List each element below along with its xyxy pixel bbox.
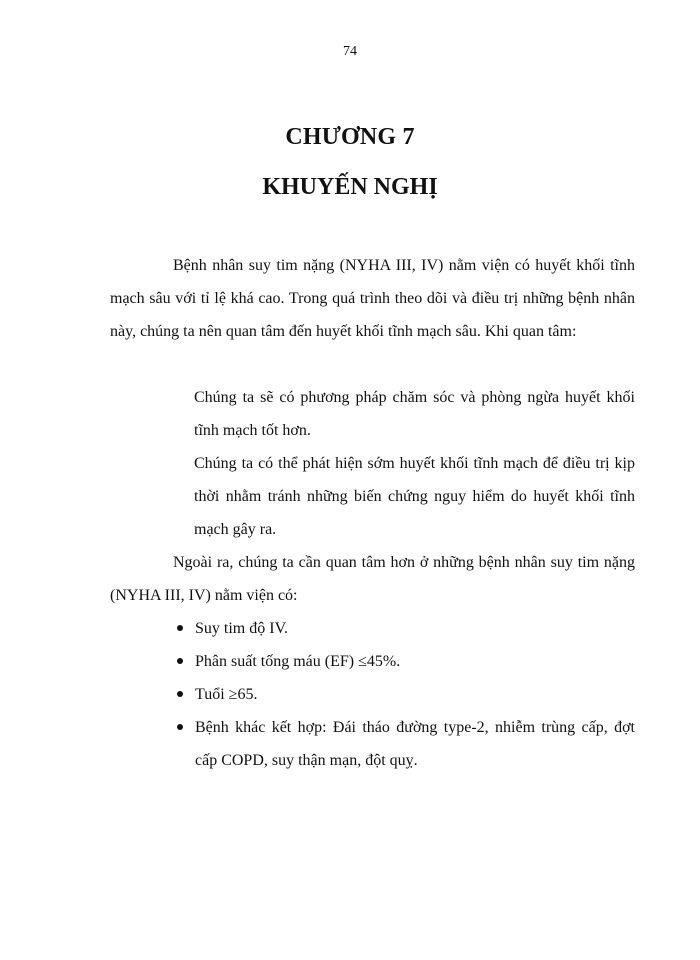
list-item — [176, 612, 635, 645]
bullet-icon — [177, 724, 183, 730]
list-item — [176, 711, 635, 777]
list-item-text: Tuổi ≥65. — [195, 686, 258, 703]
indented-paragraph-care: Chúng ta sẽ có phương pháp chăm sóc và phòng ngừa huyết khối tĩnh mạch tốt hơn. — [194, 389, 635, 439]
intro-paragraph: Bệnh nhân suy tim nặng (NYHA III, IV) nằm viện có huyết khối tĩnh mạch sâu với tỉ lệ khá cao. Trong quá trình theo dõi và điều trị những bệnh nhân này, chúng ta nên quan tâm đến huyết khối tĩnh mạch sâu. Khi quan tâm: — [110, 257, 635, 340]
indented-paragraph-early-detection: Chúng ta có thể phát hiện sớm huyết khối tĩnh mạch để điều trị kịp thời nhằm tránh những biến chứng nguy hiểm do huyết khối tĩnh mạch gây ra. — [194, 455, 635, 538]
bullet-icon — [177, 658, 183, 664]
risk-factor-list — [176, 612, 635, 777]
second-paragraph: Ngoài ra, chúng ta cần quan tâm hơn ở những bệnh nhân suy tim nặng (NYHA III, IV) nằm viện có: — [110, 554, 635, 604]
chapter-title: CHƯƠNG 7 — [285, 124, 415, 150]
list-item-text: Suy tim độ IV. — [195, 620, 289, 637]
list-item-text: Bệnh khác kết hợp: Đái tháo đường type-2, nhiễm trùng cấp, đợt cấp COPD, suy thận mạn, đột quỵ. — [195, 719, 635, 769]
list-item-text: Phân suất tống máu (EF) ≤45%. — [195, 653, 401, 670]
page-number: 74 — [343, 44, 357, 59]
bullet-icon — [177, 625, 183, 631]
list-item — [176, 678, 635, 711]
bullet-icon — [177, 691, 183, 697]
chapter-subtitle: KHUYẾN NGHỊ — [262, 174, 438, 200]
list-item — [176, 645, 635, 678]
